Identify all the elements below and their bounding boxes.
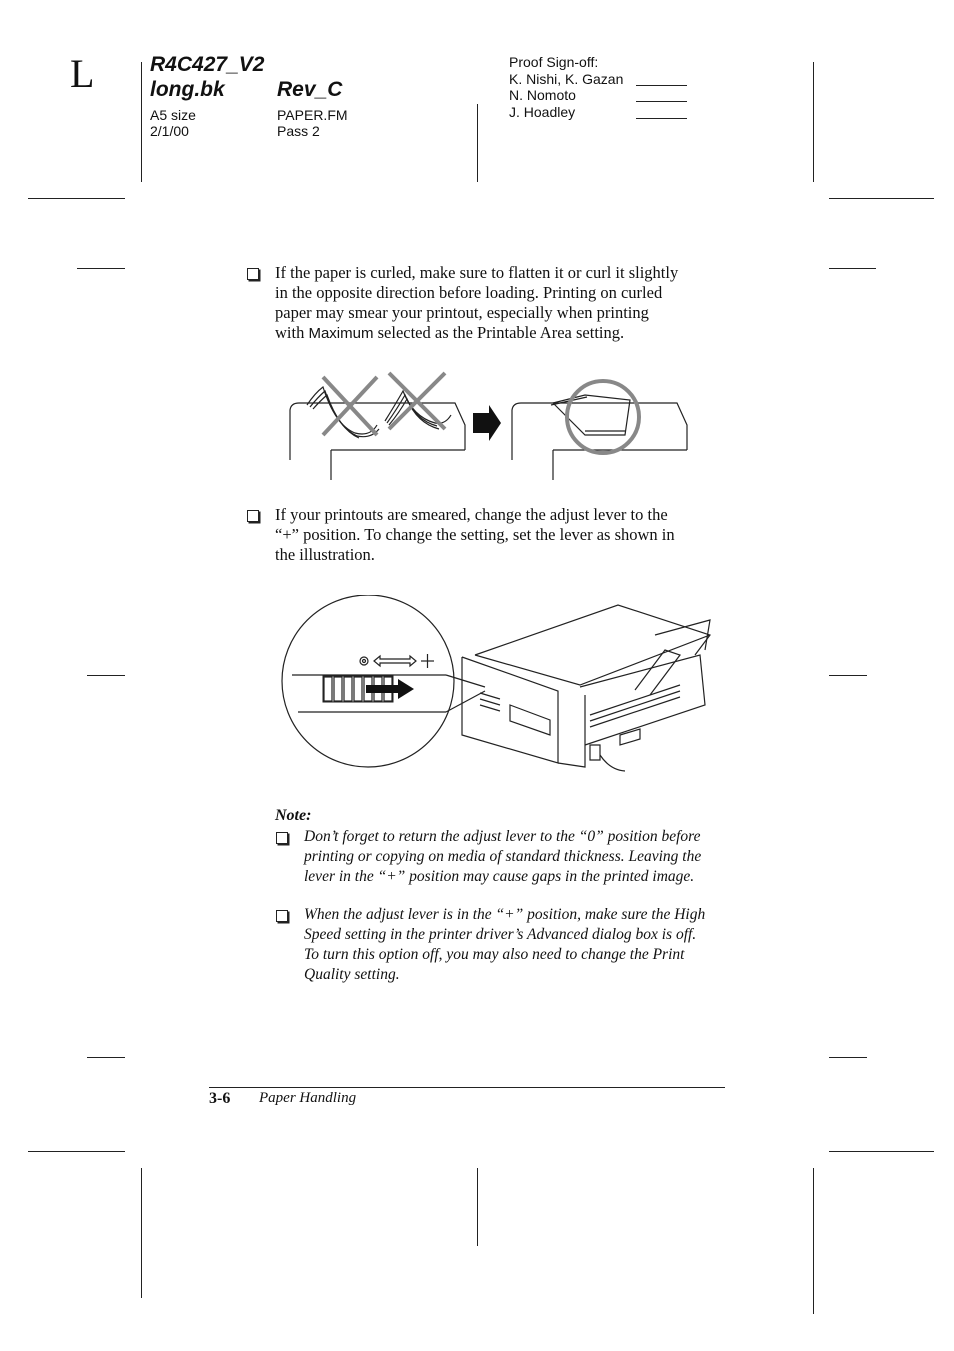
bullet-box bbox=[247, 510, 259, 522]
crop-mark bbox=[28, 1151, 125, 1152]
note-title: Note: bbox=[275, 807, 312, 824]
file-name: PAPER.FM bbox=[277, 107, 348, 123]
crop-mark bbox=[87, 1057, 125, 1058]
adjust-lever-illustration bbox=[280, 595, 725, 775]
bullet-2-text: If your printouts are smeared, change the adjust lever to the “+” position. To change the setting, set the lever as shown in the illustration. bbox=[275, 505, 675, 564]
signature-line bbox=[636, 85, 687, 86]
signature-line bbox=[636, 118, 687, 119]
signer: J. Hoadley bbox=[509, 104, 576, 120]
proof-title: Proof Sign-off: bbox=[509, 54, 599, 70]
revision: Rev_C bbox=[277, 78, 343, 101]
curled-paper-illustration bbox=[285, 365, 695, 485]
pass: Pass 2 bbox=[277, 123, 320, 139]
setting-name: Maximum bbox=[308, 325, 374, 342]
bullet-box bbox=[276, 910, 288, 922]
bullet-box bbox=[247, 268, 259, 280]
crop-mark bbox=[813, 62, 814, 182]
signer: K. Nishi, K. Gazan bbox=[509, 71, 624, 87]
crop-mark bbox=[77, 268, 125, 269]
crop-mark bbox=[813, 1168, 814, 1314]
doc-id: R4C427_V2 bbox=[150, 53, 265, 76]
footer-rule bbox=[209, 1087, 725, 1088]
crop-mark bbox=[141, 1168, 142, 1298]
note-item-2: When the adjust lever is in the “+” position, make sure the High Speed setting in the printer driver’s Advanced dialog box is off. To turn this option off, you may also need to change the Print Quality setting. bbox=[304, 906, 706, 983]
crop-mark bbox=[829, 675, 867, 676]
bullet-box bbox=[276, 832, 288, 844]
date: 2/1/00 bbox=[150, 123, 189, 139]
crop-mark bbox=[28, 198, 125, 199]
crop-mark bbox=[829, 268, 876, 269]
page-number: 3-6 bbox=[209, 1090, 231, 1107]
crop-mark bbox=[829, 198, 934, 199]
crop-mark bbox=[141, 62, 142, 182]
crop-mark bbox=[829, 1057, 867, 1058]
crop-mark bbox=[829, 1151, 934, 1152]
signer: N. Nomoto bbox=[509, 87, 576, 103]
signature-line bbox=[636, 101, 687, 102]
book-name: long.bk bbox=[150, 78, 225, 101]
bullet-1-text: If the paper is curled, make sure to flatten it or curl it slightly in the opposite direction before loading. Printing on curled paper may smear your printout, especially when printing with Maximum selected as the Printable Area setting. bbox=[275, 263, 679, 342]
crop-mark bbox=[87, 675, 125, 676]
corner-letter: L bbox=[70, 51, 95, 96]
crop-mark bbox=[477, 1168, 478, 1246]
section-title: Paper Handling bbox=[259, 1090, 357, 1106]
crop-mark bbox=[477, 104, 478, 182]
page-size: A5 size bbox=[150, 107, 196, 123]
note-item-1: Don’t forget to return the adjust lever to the “0” position before printing or copying on media of standard thickness. Leaving the lever in the “+” position may cause gaps in the printed image. bbox=[304, 828, 702, 885]
